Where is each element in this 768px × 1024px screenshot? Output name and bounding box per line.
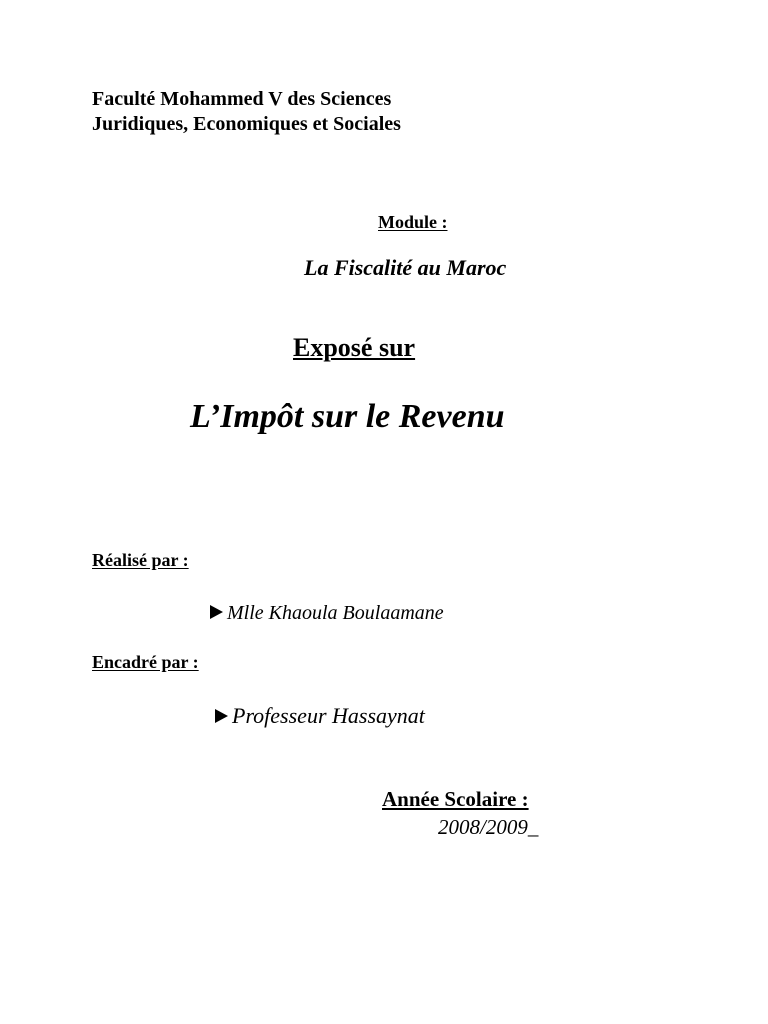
supervisor-list-item bbox=[215, 703, 425, 729]
faculty-name-line-2: Juridiques, Economiques et Sociales bbox=[92, 113, 401, 135]
annee-scolaire-value: 2008/2009_ bbox=[438, 815, 539, 839]
author-name: Mlle Khaoula Boulaamane bbox=[227, 602, 444, 624]
author-list-item bbox=[210, 602, 444, 625]
realise-par-label: Réalisé par : bbox=[92, 550, 189, 570]
arrowhead-bullet-icon bbox=[215, 709, 228, 723]
expose-title: L’Impôt sur le Revenu bbox=[190, 398, 505, 435]
annee-scolaire-label: Année Scolaire : bbox=[382, 787, 529, 811]
module-name: La Fiscalité au Maroc bbox=[304, 255, 507, 280]
module-label: Module : bbox=[378, 212, 448, 232]
expose-label: Exposé sur bbox=[293, 333, 416, 362]
faculty-name-line-1: Faculté Mohammed V des Sciences bbox=[92, 88, 392, 110]
arrowhead-bullet-icon bbox=[210, 605, 223, 619]
encadre-par-label: Encadré par : bbox=[92, 652, 199, 672]
supervisor-name: Professeur Hassaynat bbox=[232, 703, 425, 728]
